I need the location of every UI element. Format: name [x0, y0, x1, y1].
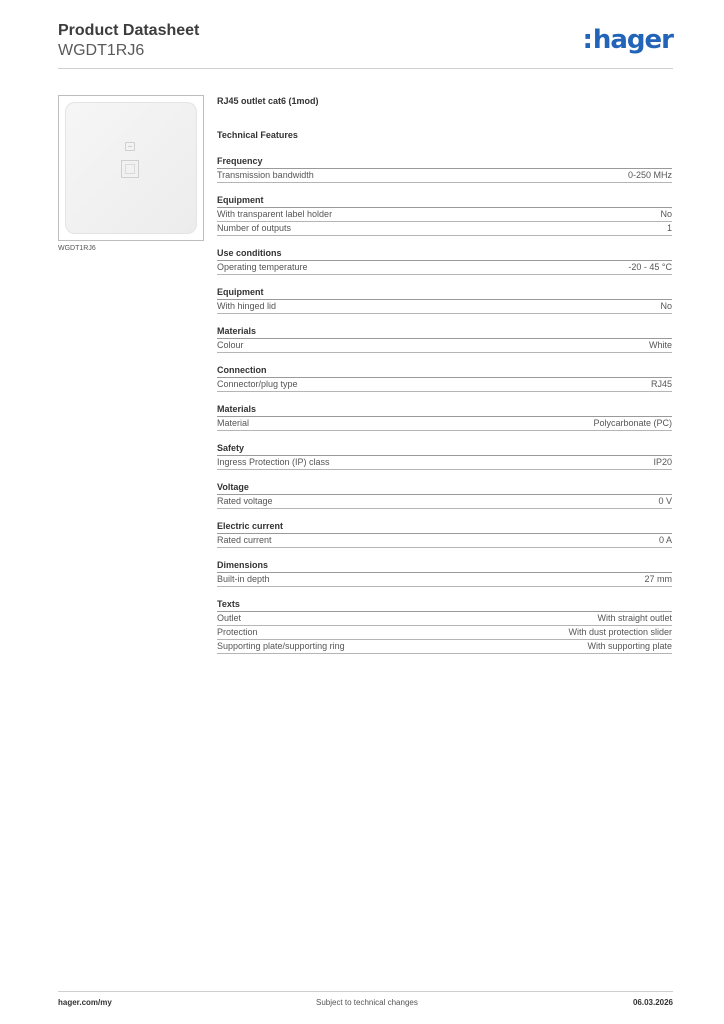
section-title: Frequency	[217, 155, 672, 169]
feature-section	[217, 247, 672, 275]
feature-section	[217, 364, 672, 392]
spec-label: Colour	[217, 340, 244, 350]
spec-row	[217, 222, 672, 236]
spec-value: No	[660, 209, 672, 219]
feature-section	[217, 155, 672, 183]
feature-section	[217, 325, 672, 353]
section-title: Equipment	[217, 286, 672, 300]
feature-section	[217, 559, 672, 587]
spec-value: Polycarbonate (PC)	[593, 418, 672, 428]
spec-label: Supporting plate/supporting ring	[217, 641, 345, 651]
spec-row	[217, 612, 672, 626]
spec-row	[217, 339, 672, 353]
spec-row	[217, 626, 672, 640]
section-title: Voltage	[217, 481, 672, 495]
feature-section	[217, 442, 672, 470]
section-title: Dimensions	[217, 559, 672, 573]
logo-text: hager	[592, 25, 673, 55]
spec-value: With straight outlet	[597, 613, 672, 623]
spec-value: 0 V	[658, 496, 672, 506]
feature-section	[217, 194, 672, 236]
outlet-plate-picture	[65, 102, 197, 234]
spec-label: With hinged lid	[217, 301, 277, 311]
spec-label: Protection	[217, 627, 258, 637]
spec-value: 1	[666, 223, 672, 233]
spec-label: With transparent label holder	[217, 209, 333, 219]
section-title: Electric current	[217, 520, 672, 534]
spec-value: With supporting plate	[587, 641, 672, 651]
product-name: RJ45 outlet cat6 (1mod)	[217, 96, 319, 106]
section-title: Equipment	[217, 194, 672, 208]
spec-row	[217, 456, 672, 470]
spec-value: RJ45	[650, 379, 672, 389]
feature-sections	[217, 155, 672, 654]
specifications-panel	[217, 96, 672, 665]
spec-row	[217, 378, 672, 392]
footer-divider	[58, 991, 673, 992]
section-title: Safety	[217, 442, 672, 456]
rj45-jack-icon	[121, 160, 139, 178]
spec-row	[217, 417, 672, 431]
spec-value: 27 mm	[644, 574, 672, 584]
footer-date: 06.03.2026	[632, 998, 673, 1007]
technical-features-heading: Technical Features	[217, 130, 298, 140]
spec-value: 0 A	[658, 535, 672, 545]
document-header	[58, 22, 199, 61]
spec-row	[217, 261, 672, 275]
section-title: Connection	[217, 364, 672, 378]
feature-section	[217, 520, 672, 548]
label-holder-icon	[125, 142, 135, 151]
section-title: Texts	[217, 598, 672, 612]
feature-section	[217, 286, 672, 314]
spec-value: No	[660, 301, 672, 311]
section-title: Use conditions	[217, 247, 672, 261]
spec-value: -20 - 45 °C	[628, 262, 672, 272]
spec-value: 0-250 MHz	[627, 170, 672, 180]
spec-value: With dust protection slider	[568, 627, 672, 637]
spec-row	[217, 300, 672, 314]
feature-section	[217, 598, 672, 654]
spec-label: Rated voltage	[217, 496, 273, 506]
spec-label: Connector/plug type	[217, 379, 298, 389]
footer-website-link[interactable]: hager.com/my	[58, 998, 112, 1007]
spec-row	[217, 495, 672, 509]
spec-row	[217, 208, 672, 222]
spec-label: Built-in depth	[217, 574, 270, 584]
product-code: WGDT1RJ6	[58, 42, 145, 59]
spec-label: Material	[217, 418, 250, 428]
footer-notice: Subject to technical changes	[316, 998, 418, 1007]
spec-row	[217, 640, 672, 654]
spec-label: Outlet	[217, 613, 242, 623]
spec-row	[217, 573, 672, 587]
spec-label: Number of outputs	[217, 223, 292, 233]
spec-value: IP20	[653, 457, 672, 467]
section-title: Materials	[217, 325, 672, 339]
spec-value: White	[648, 340, 672, 350]
logo-colon-icon: :	[582, 25, 592, 55]
spec-label: Transmission bandwidth	[217, 170, 314, 180]
spec-row	[217, 534, 672, 548]
product-image	[58, 95, 204, 241]
section-title: Materials	[217, 403, 672, 417]
hager-logo	[582, 26, 673, 54]
product-image-caption: WGDT1RJ6	[58, 245, 96, 252]
spec-label: Operating temperature	[217, 262, 308, 272]
header-divider	[58, 68, 673, 69]
spec-label: Rated current	[217, 535, 272, 545]
spec-label: Ingress Protection (IP) class	[217, 457, 330, 467]
feature-section	[217, 403, 672, 431]
spec-row	[217, 169, 672, 183]
document-title: Product Datasheet	[58, 22, 200, 39]
feature-section	[217, 481, 672, 509]
